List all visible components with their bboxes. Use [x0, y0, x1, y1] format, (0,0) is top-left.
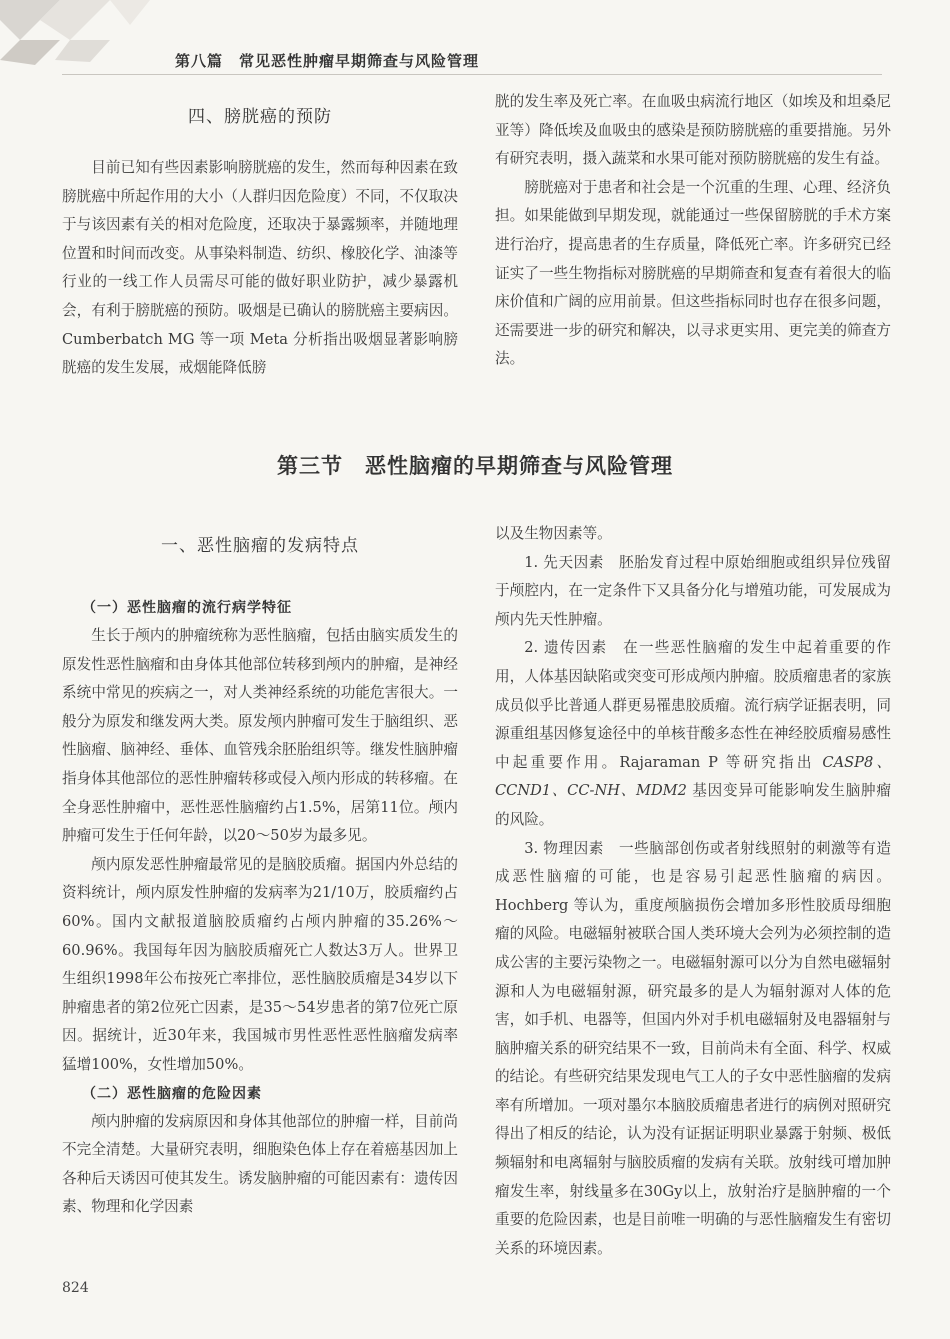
- physical-factor-paragraph: 3. 物理因素 一些脑部创伤或者射线照射的刺激等有造成恶性脑瘤的可能，也是容易引起恶性脑瘤的病因。Hochberg 等认为，重度颅脑损伤会增加多形性胶质母细胞瘤的风险。电磁辐射被联合国人类环境大会列为必须控制的造成公害的主要污染物之一。电磁辐射源可以分为自然电磁辐射源和人为电磁辐射源，研究最多的是人为辐射源对人体的危害，如手机、电器等，但国内外对手机电磁辐射及电器辐射与脑肿瘤关系的研究结果不一致，目前尚未有全面、科学、权威的结论。有些研究结果发现电气工人的子女中恶性脑瘤的发病率有所增加。一项对墨尔本脑胶质瘤患者进行的病例对照研究得出了相反的结论，认为没有证据证明职业暴露于射频、极低频辐射和电离辐射与脑胶质瘤的发病有关联。放射线可增加肿瘤发生率，射线量多在30Gy以上，放射治疗是脑肿瘤的一个重要的危险因素，也是目前唯一明确的与恶性脑瘤发生有密切关系的环境因素。: [495, 839, 891, 1257]
- brain-left-column: [62, 520, 458, 1222]
- risk-factors-paragraph: 颅内肿瘤的发病原因和身体其他部位的肿瘤一样，目前尚不完全清楚。大量研究表明，细胞染色体上存在着癌基因加上各种后天诱因可使其发生。诱发脑肿瘤的可能因素有：遗传因素、物理和化学因素: [62, 1112, 458, 1216]
- page-number: 824: [62, 1280, 89, 1296]
- genetic-factor-text-end: 基因变异可能影响发生脑肿瘤的风险。: [495, 782, 891, 828]
- genetic-factor-paragraph: [495, 634, 891, 834]
- header-rule: [62, 74, 882, 75]
- bladder-left-paragraph: 目前已知有些因素影响膀胱癌的发生，然而每种因素在致膀胱癌中所起作用的大小（人群归因危险度）不同，不仅取决于与该因素有关的相对危险度，还取决于暴露频率，并随地理位置和时间而改变。从事染料制造、纺织、橡胶化学、油漆等行业的一线工作人员需尽可能的做好职业防护，减少暴露机会，有利于膀胱癌的预防。吸烟是已确认的膀胱癌主要病因。Cumberbatch MG 等一项 Meta 分析指出吸烟显著影响膀胱癌的发生发展，戒烟能降低膀: [62, 159, 458, 377]
- bladder-right-paragraph-2: 膀胱癌对于患者和社会是一个沉重的生理、心理、经济负担。如果能做到早期发现，就能通过一些保留膀胱的手术方案进行治疗，提高患者的生存质量，降低死亡率。许多研究已经证实了一些生物指标对膀胱癌的早期筛查和复查有着很大的临床价值和广阔的应用前景。但这些指标同时也存在很多问题，还需要进一步的研究和解决，以寻求更实用、更完美的筛查方法。: [495, 178, 891, 368]
- bladder-right-paragraph-1: 胱的发生率及死亡率。在血吸虫病流行地区（如埃及和坦桑尼亚等）降低埃及血吸虫的感染是预防膀胱癌的重要措施。另外有研究表明，摄入蔬菜和水果可能对预防膀胱癌的发生有益。: [495, 93, 891, 168]
- brain-right-column: [495, 520, 891, 1263]
- genetic-factor-text: 2. 遗传因素 在一些恶性脑瘤的发生中起着重要的作用，人体基因缺陷或突变可形成颅内肿瘤。胶质瘤患者的家族成员似乎比普通人群更易罹患胶质瘤。流行病学证据表明，同源重组基因修复途径中的单核苷酸多态性在神经胶质瘤易感性中起重要作用。Rajaraman P 等研究指出: [495, 639, 891, 771]
- congenital-factor-paragraph: 1. 先天因素 胚胎发育过程中原始细胞或组织异位残留于颅腔内，在一定条件下又具备分化与增殖功能，可发展成为颅内先天性肿瘤。: [495, 553, 891, 628]
- section-title: 第三节 恶性脑瘤的早期筛查与风险管理: [277, 453, 673, 478]
- epidemiology-paragraph-2: 颅内原发恶性肿瘤最常见的是脑胶质瘤。据国内外总结的资料统计，颅内原发性肿瘤的发病率为21/10万，胶质瘤约占60%。国内文献报道脑胶质瘤约占颅内肿瘤的35.26%～60.96%。我国每年因为脑胶质瘤死亡人数达3万人。世界卫生组织1998年公布按死亡率排位，恶性脑胶质瘤是34岁以下肿瘤患者的第2位死亡因素，是35～54岁患者的第7位死亡原因。据统计，近30年来，我国城市男性恶性恶性脑瘤发病率猛增100%，女性增加50%。: [62, 855, 458, 1073]
- brain-heading: 一、恶性脑瘤的发病特点: [161, 536, 359, 556]
- risk-factors-continuation: 以及生物因素等。: [495, 525, 612, 542]
- gene-names: CASP8、CCND1、CC-NH、MDM2: [495, 753, 892, 800]
- bladder-heading: 四、膀胱癌的预防: [188, 107, 332, 127]
- risk-factors-subheading: （二）恶性脑瘤的危险因素: [82, 1085, 262, 1102]
- running-header: 第八篇 常见恶性肿瘤早期筛查与风险管理: [175, 52, 480, 70]
- epidemiology-paragraph-1: 生长于颅内的肿瘤统称为恶性脑瘤，包括由脑实质发生的原发性恶性脑瘤和由身体其他部位转移到颅内的肿瘤，是神经系统中常见的疾病之一，对人类神经系统的功能危害很大。一般分为原发和继发两大类。原发颅内肿瘤可发生于脑组织、恶性脑瘤、脑神经、垂体、血管残余胚胎组织等。继发性脑肿瘤指身体其他部位的恶性肿瘤转移或侵入颅内形成的转移瘤。在全身恶性肿瘤中，恶性恶性脑瘤约占1.5%，居第11位。颅内肿瘤可发生于任何年龄，以20～50岁为最多见。: [62, 627, 458, 845]
- bladder-right-column: [495, 88, 891, 374]
- corner-decoration: [0, 0, 170, 70]
- bladder-left-column: [62, 88, 458, 383]
- epidemiology-subheading: （一）恶性脑瘤的流行病学特征: [82, 600, 292, 616]
